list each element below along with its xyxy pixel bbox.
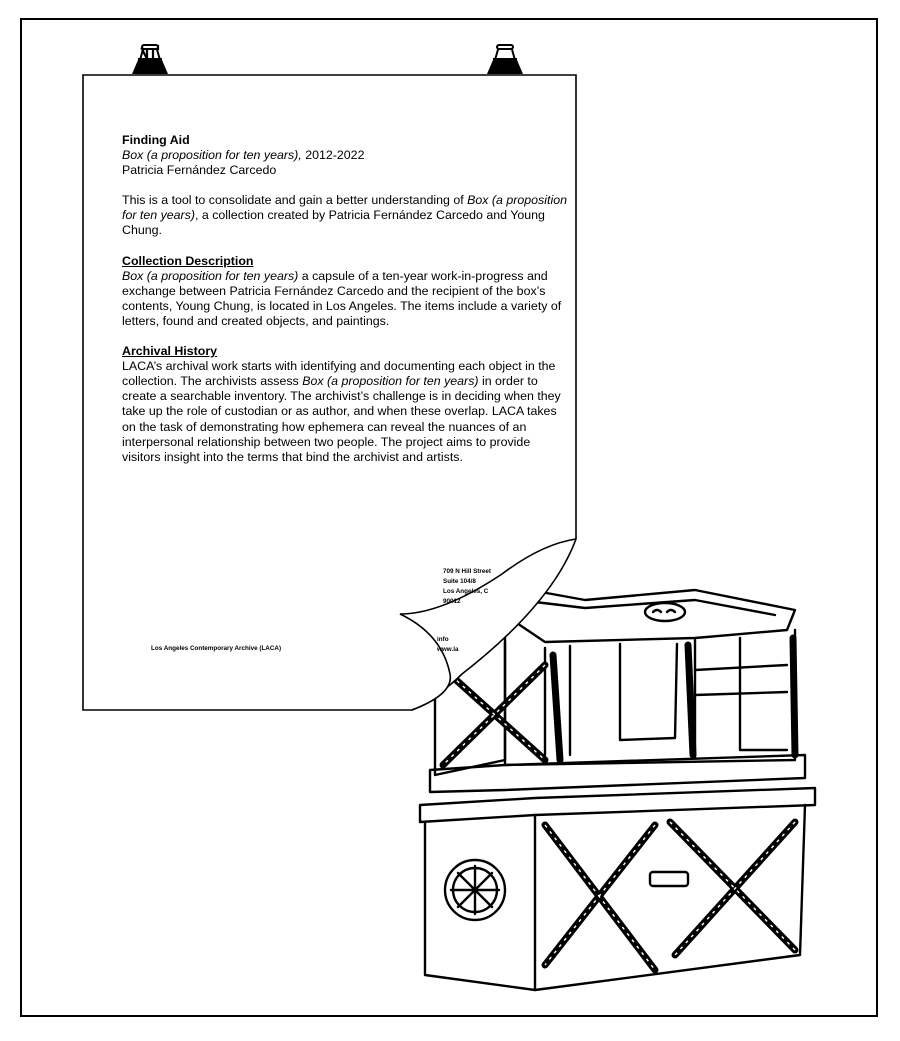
collection-italic: Box (a proposition for ten years)	[122, 268, 299, 283]
contact-website: www.la	[437, 646, 459, 653]
archival-history-heading: Archival History	[122, 344, 218, 359]
intro-italic: Box (a proposition for ten years)	[122, 193, 567, 223]
intro-text-a: This is a tool to consolidate and gain a better understanding of	[122, 193, 468, 208]
footer-contact	[437, 635, 458, 655]
work-years: 2012-2022	[305, 148, 365, 163]
archival-text-b: in order to create a searchable inventory. The archivist’s challenge is in deciding when they take up the role of custodian or as author, and when these overlap. LACA takes on the task of demonstrating how ephemera can reveal the nuances of an interpersonal relationship between two people. The project aims to provide visitors insight into the terms that bind the archivist and artists.	[122, 374, 561, 464]
archival-history-paragraph	[122, 359, 567, 465]
intro-text-b: , a collection created by Patricia Fernández Carcedo and Young Chung.	[122, 208, 545, 238]
footer-address	[443, 567, 491, 607]
archival-italic: Box (a proposition for ten years)	[302, 374, 479, 389]
archival-text-a: LACA’s archival work starts with identifying and documenting each object in the collection. The archivists assess	[122, 359, 556, 389]
address-line-1: 709 N Hill Street	[443, 568, 491, 575]
address-line-3: Los Angeles, C	[443, 588, 489, 595]
artist-name: Patricia Fernández Carcedo	[122, 163, 277, 178]
collection-description-heading: Collection Description	[122, 253, 254, 268]
address-line-4: 90012	[443, 598, 461, 605]
intro-paragraph	[122, 193, 567, 238]
collection-description-paragraph	[122, 269, 567, 329]
document-title: Finding Aid	[122, 133, 190, 147]
work-title: Box (a proposition for ten years),	[122, 148, 302, 163]
contact-email: info	[437, 636, 449, 643]
finding-aid-text	[122, 133, 567, 465]
finding-aid-sheet	[82, 74, 577, 710]
collection-text: a capsule of a ten-year work-in-progress and exchange between Patricia Fernández Carcedo and the recipient of the box’s contents, Young Chung, is located in Los Angeles. The items include a variety of letters, found and created objects, and paintings.	[122, 268, 562, 328]
work-line	[122, 148, 567, 163]
address-line-2: Suite 104/8	[443, 578, 476, 585]
footer-organization: Los Angeles Contemporary Archive (LACA)	[151, 645, 282, 652]
